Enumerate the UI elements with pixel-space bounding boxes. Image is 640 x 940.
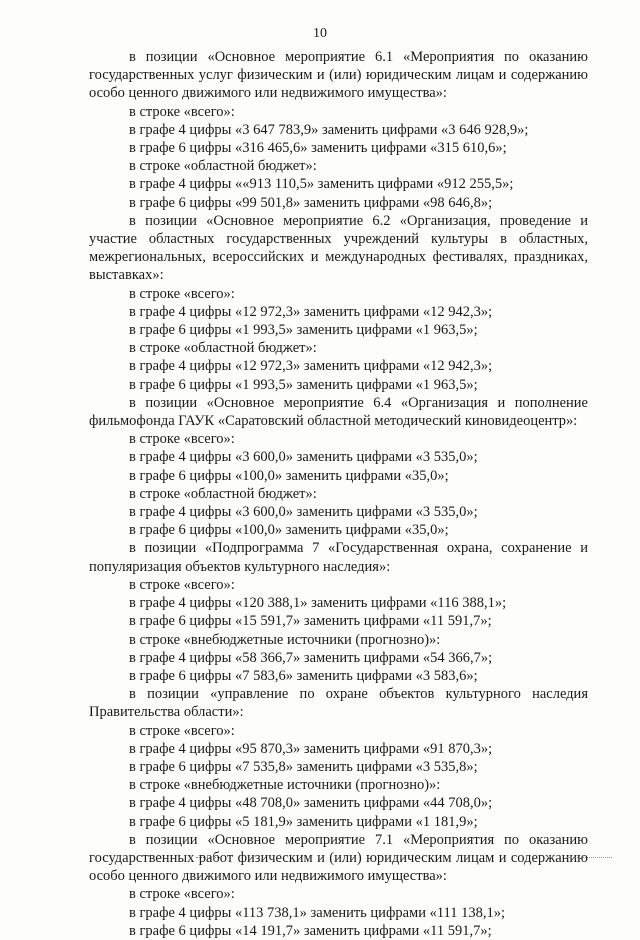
paragraph: в строке «областной бюджет»:	[129, 340, 317, 357]
paragraph: в графе 4 цифры «12 972,3» заменить цифрами «12 942,3»;	[129, 358, 493, 375]
paragraph: в строке «внебюджетные источники (прогнозно)»:	[129, 631, 441, 648]
paragraph: в графе 6 цифры «99 501,8» заменить цифрами «98 646,8»;	[129, 194, 493, 211]
paragraph: в графе 6 цифры «15 591,7» заменить цифрами «11 591,7»;	[129, 613, 492, 630]
paragraph: в графе 6 цифры «7 583,6» заменить цифрами «3 583,6»;	[129, 667, 478, 684]
paragraph: в графе 6 цифры «7 535,8» заменить цифрами «3 535,8»;	[129, 758, 478, 775]
paragraph: в позиции «Основное мероприятие 6.1 «Мероприятия по оказанию государственных услуг физическим и (или) юридическим лицам и содержанию особо ценного движимого или недвижимого имущества»:	[89, 49, 588, 102]
paragraph: в графе 4 цифры «48 708,0» заменить цифрами «44 708,0»;	[129, 795, 493, 812]
paragraph: в графе 4 цифры «3 647 783,9» заменить цифрами «3 646 928,9»;	[129, 121, 529, 138]
page-number: 10	[313, 26, 327, 41]
paragraph: в позиции «управление по охране объектов культурного наследия Правительства области»:	[89, 686, 588, 721]
paragraph: в графе 4 цифры «12 972,3» заменить цифрами «12 942,3»;	[129, 303, 493, 320]
paragraph: в строке «всего»:	[129, 285, 235, 302]
paragraph: в строке «внебюджетные источники (прогнозно)»:	[129, 777, 441, 794]
paragraph: в графе 4 цифры «120 388,1» заменить цифрами «116 388,1»;	[129, 595, 507, 612]
paragraph: в позиции «Основное мероприятие 6.2 «Организация, проведение и участие областных государственных учреждений культуры в областных, межрегиональных, всероссийских и международных фестивалях, праздниках, выставках»:	[89, 212, 588, 284]
paragraph: в строке «областной бюджет»:	[129, 158, 317, 175]
scan-artifact-mark-left	[196, 857, 222, 858]
paragraph: в позиции «Основное мероприятие 7.1 «Мероприятия по оказанию государственных работ физическим и (или) юридическим лицам и содержанию особо ценного движимого или недвижимого имущества»:	[89, 831, 588, 885]
paragraph: в графе 6 цифры «316 465,6» заменить цифрами «315 610,6»;	[129, 140, 507, 157]
paragraph: в позиции «Подпрограмма 7 «Государственная охрана, сохранение и популяризация объектов культурного наследия»:	[89, 540, 588, 575]
paragraph: в строке «всего»:	[129, 576, 235, 593]
paragraph: в графе 4 цифры ««913 110,5» заменить цифрами «912 255,5»;	[129, 176, 514, 193]
paragraph: в позиции «Основное мероприятие 6.4 «Организация и пополнение фильмофонда ГАУК «Саратовский областной методический киновидеоцентр»:	[89, 394, 588, 430]
paragraph: в графе 6 цифры «1 993,5» заменить цифрами «1 963,5»;	[129, 376, 478, 393]
paragraph: в графе 6 цифры «5 181,9» заменить цифрами «1 181,9»;	[129, 813, 478, 830]
paragraph: в строке «всего»:	[129, 431, 235, 448]
paragraph: в графе 6 цифры «100,0» заменить цифрами «35,0»;	[129, 467, 449, 484]
paragraph: в графе 6 цифры «14 191,7» заменить цифрами «11 591,7»;	[129, 922, 492, 939]
paragraph: в графе 6 цифры «1 993,5» заменить цифрами «1 963,5»;	[129, 322, 478, 339]
paragraph: в строке «областной бюджет»:	[129, 485, 317, 502]
paragraph: в графе 4 цифры «3 600,0» заменить цифрами «3 535,0»;	[129, 504, 478, 521]
paragraph: в графе 4 цифры «58 366,7» заменить цифрами «54 366,7»;	[129, 649, 493, 666]
paragraph: в графе 4 цифры «113 738,1» заменить цифрами «111 138,1»;	[129, 904, 506, 921]
paragraph: в графе 4 цифры «3 600,0» заменить цифрами «3 535,0»;	[129, 449, 478, 466]
paragraph: в графе 6 цифры «100,0» заменить цифрами «35,0»;	[129, 522, 449, 539]
paragraph: в строке «всего»:	[129, 722, 235, 739]
scan-artifact-mark-right	[566, 857, 612, 858]
paragraph: в графе 4 цифры «95 870,3» заменить цифрами «91 870,3»;	[129, 740, 493, 757]
document-body	[89, 48, 588, 940]
paragraph: в строке «всего»:	[129, 886, 235, 903]
paragraph: в строке «всего»:	[129, 103, 235, 120]
